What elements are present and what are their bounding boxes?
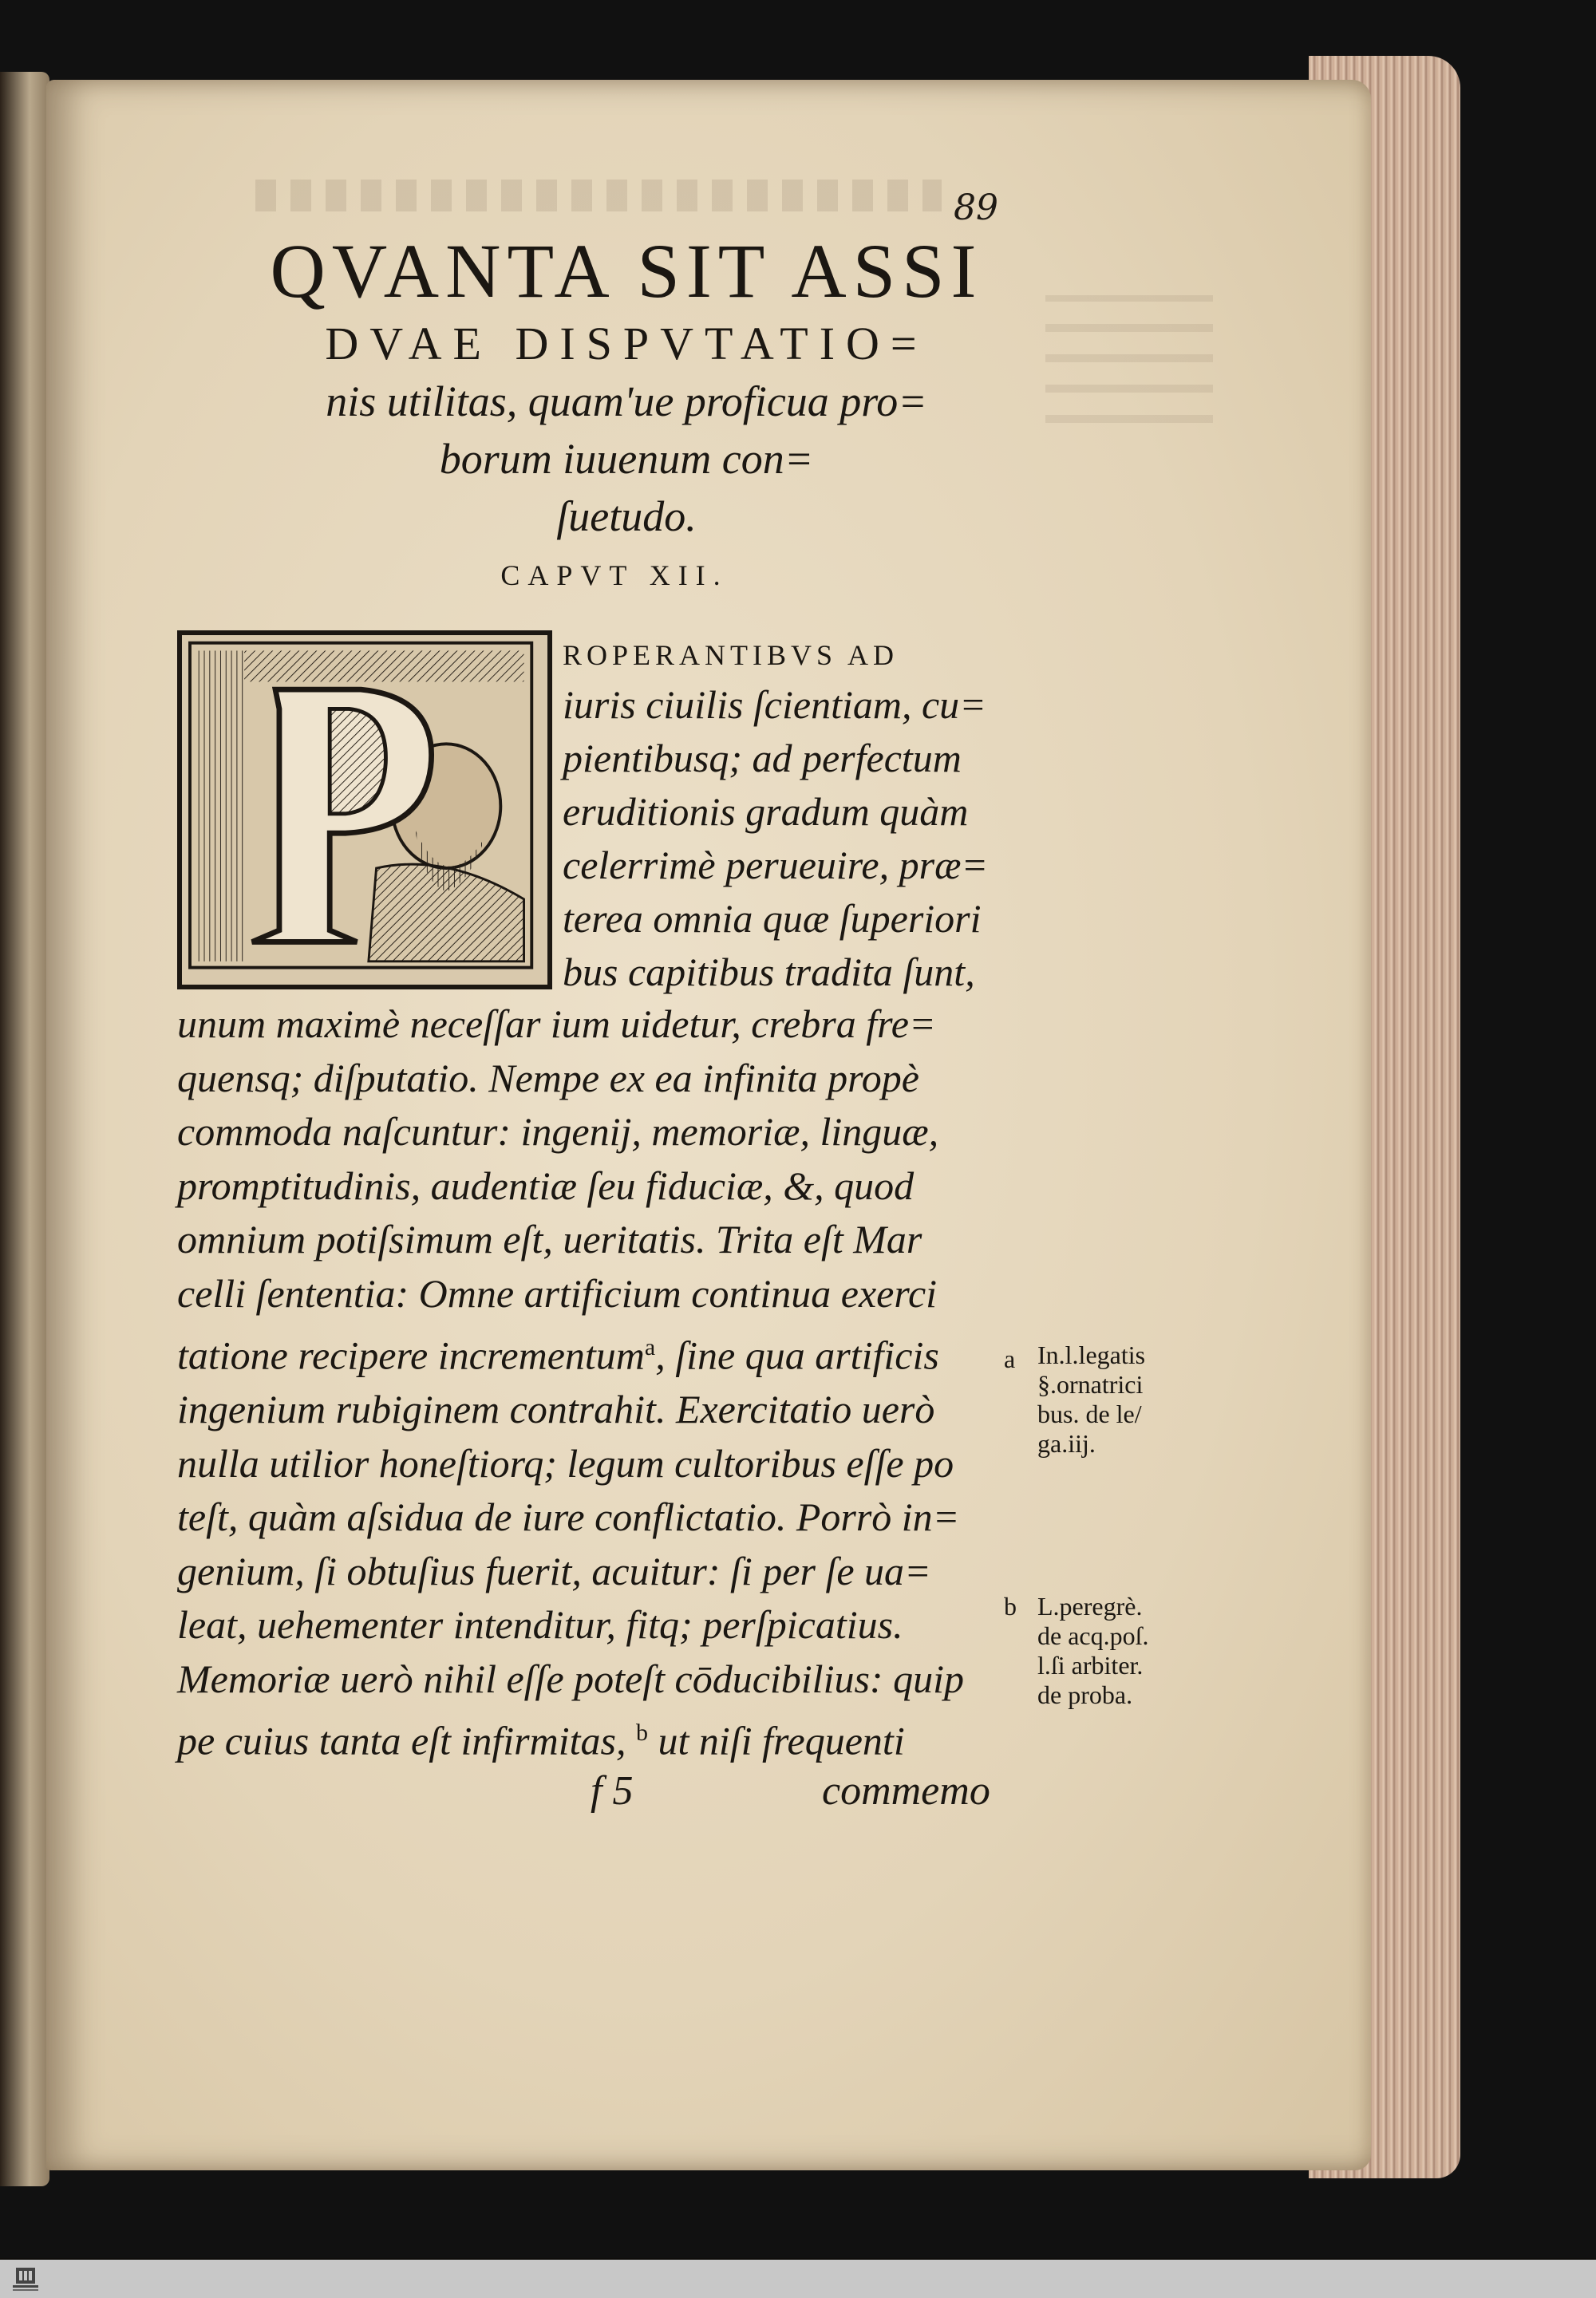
initial-illustration [182,635,547,985]
opening-capitals: ROPERANTIBVS AD [563,639,899,671]
text-segment: , ſine qua artificis [655,1333,939,1378]
text-line: terea omnia quæ ſuperiori [563,896,982,941]
library-logo-icon [10,2264,41,2295]
title-line: nis utilitas, quam'ue proficua pro= [326,377,927,425]
catchword: commemo [822,1768,990,1814]
text-line: omnium potiſsimum eſt, ueritatis. Trita eſt Mar [177,1217,922,1262]
text-line: iuris ciuilis ſcientiam, cu= [563,682,986,727]
margin-note-a [1037,1340,1221,1459]
text-segment: ut niſi frequenti [658,1718,905,1763]
chapter-number: CAPVT XII. [500,559,729,591]
text-line: ingenium rubiginem contrahit. Exercitatio uerò [177,1387,935,1432]
text-line: commoda naſcuntur: ingenij, memoriæ, linguæ, [177,1109,939,1154]
text-line: genium, ſi obtuſius fuerit, acuitur: ſi per ſe ua= [177,1548,931,1593]
text-segment: pe cuius tanta eſt infirmitas, [177,1718,626,1763]
text-line [177,1706,1015,1768]
text-segment: tatione recipere incrementum [177,1333,645,1378]
text-line: promptitudinis, audentiæ ſeu fiduciæ, &, quod [177,1163,915,1208]
note-line: bus. de le/ [1037,1400,1142,1428]
footnote-mark: a [644,1334,656,1360]
margin-note-mark-b: b [1004,1592,1017,1621]
note-line: de acq.poſ. [1037,1621,1149,1650]
note-line: In.l.legatis [1037,1340,1146,1369]
title-line: QVANTA SIT ASSI [270,228,983,314]
page-number: 89 [954,188,998,228]
text-line: celerrimè perueuire, præ= [563,843,989,887]
title-line: borum iuuenum con= [439,435,814,483]
title-line: DVAE DISPVTATIO= [325,318,928,369]
note-line: L.peregrè. [1037,1592,1143,1621]
footnote-mark: b [635,1720,648,1747]
decorated-initial-woodcut [177,630,552,989]
viewer-footer-bar [0,2260,1596,2298]
text-beside-initial [563,678,1013,999]
text-line [177,1321,1015,1383]
text-line: eruditionis gradum quàm [563,789,969,834]
chapter-title [200,227,1053,545]
text-line: nulla utilior honeſtiorq; legum cultoribus eſſe po [177,1440,954,1486]
show-through-margin [1045,295,1213,423]
body-text [177,997,1015,1768]
text-line: bus capitibus tradita ſunt, [563,950,975,994]
text-line: leat, uehementer intenditur, fitq; perſpicatius. [177,1602,903,1648]
signature-mark: f 5 [591,1768,634,1814]
show-through-text [255,180,942,211]
text-line: celli ſententia: Omne artificium continua exerci [177,1270,938,1316]
note-line: §.ornatrici [1037,1370,1144,1399]
text-line: teſt, quàm aſsidua de iure conflictatio. Porrò in= [177,1494,960,1540]
note-line: de proba. [1037,1680,1133,1709]
text-line: Memoriæ uerò nihil eſſe poteſt cōducibilius: quip [177,1656,964,1701]
text-line: unum maximè neceſſar ium uidetur, crebra fre= [177,1001,936,1046]
text-line: pientibusq; ad perfectum [563,736,962,780]
margin-note-mark-a: a [1004,1344,1016,1373]
text-line: quensq; diſputatio. Nempe ex ea infinita propè [177,1055,919,1100]
margin-note-b [1037,1592,1221,1710]
note-line: l.ſi arbiter. [1037,1651,1144,1680]
note-line: ga.iij. [1037,1429,1096,1458]
facing-page-edge [0,72,49,2186]
title-line: ſuetudo. [556,492,697,540]
